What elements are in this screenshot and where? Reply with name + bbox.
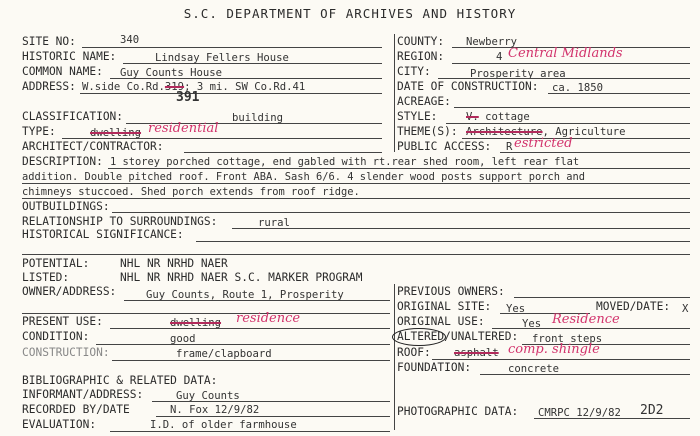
- informant-label: INFORMANT/ADDRESS:: [22, 388, 144, 401]
- relationship-line: [232, 228, 690, 229]
- type-handwritten: residential: [148, 121, 219, 136]
- theme-label: THEME(S):: [397, 125, 458, 138]
- city-value: Prosperity area: [470, 68, 566, 80]
- foundation-line: [480, 374, 690, 375]
- style-line: [446, 123, 690, 124]
- listed-label: LISTED:: [22, 271, 70, 284]
- site-no-label: SITE NO:: [22, 35, 76, 48]
- condition-line: [96, 344, 390, 345]
- description-line-2: addition. Double pitched roof. Front ABA. Sash 6/6. 4 slender wood posts support porch and: [22, 171, 586, 183]
- potential-label: POTENTIAL:: [22, 257, 90, 270]
- condition-label: CONDITION:: [22, 330, 90, 343]
- description-rule-2: [22, 183, 690, 184]
- theme-value: Architecture, Agriculture: [466, 126, 626, 138]
- altered-label: ALTERED/UNALTERED:: [397, 330, 519, 343]
- potential-options: NHL NR NRHD NAER: [120, 257, 228, 270]
- informant-value: Guy Counts: [176, 390, 240, 402]
- photographic-label: PHOTOGRAPHIC DATA:: [397, 405, 519, 418]
- city-line: [438, 78, 690, 79]
- owner-line-2: [22, 313, 390, 314]
- roof-handwritten: comp. shingle: [508, 342, 600, 357]
- altered-value: front steps: [532, 333, 603, 345]
- photographic-value: CMRPC 12/9/82: [538, 407, 621, 419]
- previous-owners-line: [514, 297, 690, 298]
- description-label: DESCRIPTION:: [22, 155, 103, 168]
- site-no-value: 340: [120, 34, 140, 46]
- description-line-1: 1 storey porched cottage, end gabled with rt.rear shed room, left rear flat: [110, 156, 580, 168]
- public-access-handwritten: estricted: [514, 136, 573, 151]
- roof-line: [432, 359, 690, 360]
- original-site-value: Yes: [506, 303, 526, 315]
- original-site-label: ORIGINAL SITE:: [397, 300, 492, 313]
- acreage-line: [454, 107, 690, 108]
- recorded-line: [156, 416, 390, 417]
- owner-label: OWNER/ADDRESS:: [22, 285, 117, 298]
- recorded-label: RECORDED BY/DATE: [22, 403, 130, 416]
- classification-label: CLASSIFICATION:: [22, 110, 124, 123]
- public-access-value: R: [506, 141, 513, 153]
- original-use-handwritten: Residence: [552, 312, 620, 327]
- foundation-value: concrete: [508, 363, 560, 375]
- recorded-value: N. Fox 12/9/82: [170, 404, 260, 416]
- county-value: Newberry: [466, 36, 518, 48]
- outbuildings-label: OUTBUILDINGS:: [22, 200, 110, 213]
- evaluation-value: I.D. of older farmhouse: [150, 419, 297, 431]
- architect-line: [184, 152, 382, 153]
- common-name-value: Guy Counts House: [120, 67, 223, 79]
- moved-date-label: MOVED/DATE:: [596, 300, 671, 313]
- date-construction-line: [548, 93, 690, 94]
- evaluation-label: EVALUATION:: [22, 418, 97, 431]
- present-use-label: PRESENT USE:: [22, 315, 103, 328]
- bibliographic-label: BIBLIOGRAPHIC & RELATED DATA:: [22, 374, 218, 387]
- roof-struck: asphalt: [454, 347, 499, 359]
- public-access-line: [500, 152, 690, 153]
- address-line: [80, 93, 382, 94]
- present-use-line: [110, 328, 390, 329]
- style-label: STYLE:: [397, 110, 438, 123]
- common-name-label: COMMON NAME:: [22, 65, 103, 78]
- informant-line: [152, 401, 390, 402]
- historic-name-line: [123, 63, 382, 64]
- owner-line-1: [124, 300, 390, 301]
- evaluation-line: [110, 431, 390, 432]
- photographic-handwritten: 2D2: [640, 403, 664, 418]
- style-value: V. cottage: [466, 111, 530, 123]
- address-value: W.side Co.Rd.319; 3 mi. SW Co.Rd.41: [82, 81, 306, 93]
- public-access-label: PUBLIC ACCESS:: [397, 140, 492, 153]
- foundation-label: FOUNDATION:: [397, 361, 472, 374]
- historic-name-value: Lindsay Fellers House: [155, 52, 289, 64]
- listed-options: NHL NR NRHD NAER S.C. MARKER PROGRAM: [120, 271, 363, 284]
- address-correction: 391: [176, 90, 200, 105]
- significance-line-2: [22, 254, 690, 255]
- classification-value: building: [232, 112, 284, 124]
- column-divider-bottom: [394, 284, 395, 430]
- photographic-line: [534, 418, 690, 419]
- original-use-line: [492, 328, 690, 329]
- construction-value: frame/clapboard: [176, 348, 272, 360]
- type-line: [62, 138, 382, 139]
- condition-value: good: [170, 333, 196, 345]
- original-use-value: Yes: [522, 318, 542, 330]
- historic-name-label: HISTORIC NAME:: [22, 50, 117, 63]
- present-use-handwritten: residence: [236, 311, 301, 326]
- type-label: TYPE:: [22, 125, 56, 138]
- original-use-label: ORIGINAL USE:: [397, 315, 485, 328]
- column-divider-top: [394, 34, 395, 152]
- description-rule-3: [22, 198, 690, 199]
- card-title: S.C. DEPARTMENT OF ARCHIVES AND HISTORY: [183, 6, 517, 21]
- present-use-struck: dwelling: [170, 317, 222, 329]
- relationship-value: rural: [258, 217, 290, 229]
- moved-date-value: X: [682, 303, 689, 315]
- description-rule-1: [108, 168, 690, 169]
- region-label: REGION:: [397, 50, 445, 63]
- description-line-3: chimneys stuccoed. Shed porch extends from roof ridge.: [22, 186, 360, 198]
- construction-line: [112, 360, 390, 361]
- county-label: COUNTY:: [397, 35, 445, 48]
- relationship-label: RELATIONSHIP TO SURROUNDINGS:: [22, 215, 218, 228]
- significance-label: HISTORICAL SIGNIFICANCE:: [22, 228, 184, 241]
- date-construction-label: DATE OF CONSTRUCTION:: [397, 80, 539, 93]
- address-label: ADDRESS:: [22, 80, 76, 93]
- region-line: [452, 63, 690, 64]
- roof-label: ROOF:: [397, 346, 431, 359]
- type-struck: dwelling: [90, 127, 142, 139]
- region-handwritten: Central Midlands: [508, 46, 623, 61]
- previous-owners-label: PREVIOUS OWNERS:: [397, 285, 505, 298]
- significance-line-1: [196, 241, 690, 242]
- acreage-label: ACREAGE:: [397, 95, 451, 108]
- date-construction-value: ca. 1850: [552, 82, 604, 94]
- construction-label: CONSTRUCTION:: [22, 346, 110, 359]
- theme-line: [462, 138, 690, 139]
- outbuildings-line: [112, 212, 690, 213]
- common-name-line: [110, 78, 382, 79]
- architect-label: ARCHITECT/CONTRACTOR:: [22, 140, 164, 153]
- site-no-line: [82, 47, 382, 48]
- region-value: 4: [496, 51, 503, 63]
- city-label: CITY:: [397, 65, 431, 78]
- owner-value: Guy Counts, Route 1, Prosperity: [146, 289, 344, 301]
